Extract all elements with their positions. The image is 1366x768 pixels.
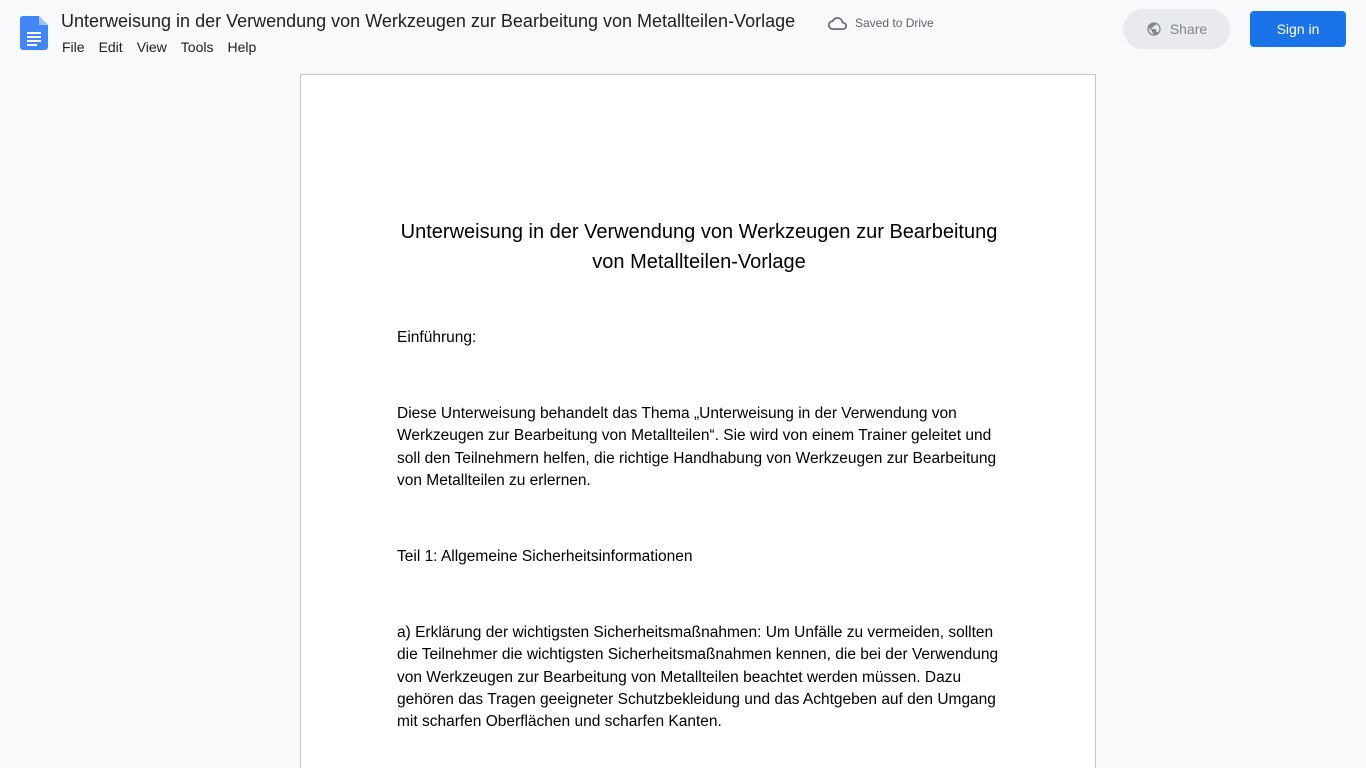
globe-icon <box>1146 21 1162 37</box>
menu-bar <box>55 36 263 58</box>
intro-paragraph: Diese Unterweisung behandelt das Thema „Unterweisung in der Verwendung von Werkzeugen zur Bearbeitung von Metallteilen“. Sie wird von einem Trainer geleitet und soll den Teilnehmern helfen, die richtige Handhabung von Werkzeugen zur Bearbeitung von Metallteilen zu erlernen. <box>397 405 997 489</box>
saved-status[interactable] <box>828 14 934 32</box>
document-title[interactable]: Unterweisung in der Verwendung von Werkzeugen zur Bearbeitung von Metallteilen-Vorlage <box>61 11 796 31</box>
sign-in-button[interactable]: Sign in <box>1250 11 1346 47</box>
menu-edit[interactable]: Edit <box>98 39 123 55</box>
intro-heading: Einführung: <box>397 329 477 346</box>
section1-heading: Teil 1: Allgemeine Sicherheitsinformationen <box>397 548 693 566</box>
section1-paragraph-a: a) Erklärung der wichtigsten Sicherheitsmaßnahmen: Um Unfälle zu vermeiden, sollten die Teilnehmer die wichtigsten Sicherheitsmaßnahmen kennen, die bei der Verwendung von Werkzeugen zur Bearbeitung von Metallteilen beachtet werden müssen. Dazu gehören das Tragen geeigneter Schutzbekleidung und das Achtgeben auf den Umgang mit scharfen Oberflächen und scharfen Kanten. <box>397 624 999 731</box>
cloud-done-icon <box>828 17 847 30</box>
document-body <box>397 217 1001 733</box>
menu-file[interactable]: File <box>62 39 85 55</box>
saved-status-label: Saved to Drive <box>855 16 934 30</box>
app-header <box>0 0 1366 64</box>
document-heading: Unterweisung in der Verwendung von Werkzeugen zur Bearbeitung von Metallteilen-Vorlage <box>400 221 998 273</box>
menu-tools[interactable]: Tools <box>180 39 214 55</box>
menu-view[interactable]: View <box>136 39 167 55</box>
share-label: Share <box>1169 21 1208 37</box>
menu-help[interactable]: Help <box>227 39 257 55</box>
share-button[interactable] <box>1123 9 1230 49</box>
document-page[interactable] <box>300 74 1096 768</box>
docs-logo-icon[interactable] <box>20 16 48 50</box>
